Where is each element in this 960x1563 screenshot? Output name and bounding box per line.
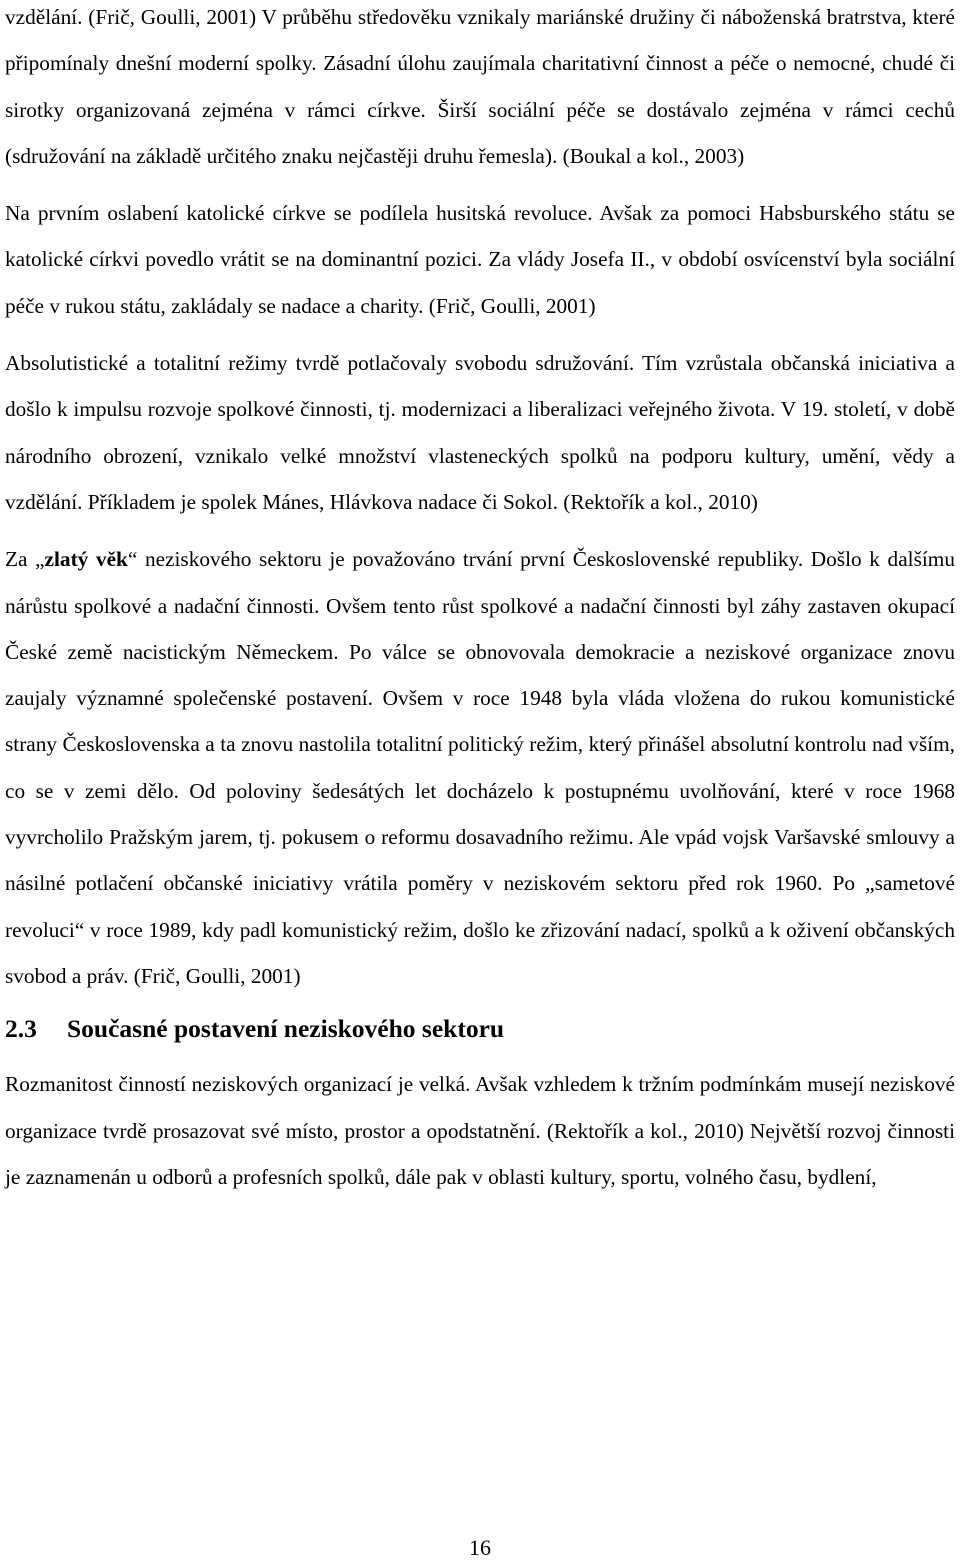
document-page [5, 0, 955, 1200]
golden-age-emphasis: zlatý věk [44, 547, 128, 572]
section-number: 2.3 [5, 1014, 37, 1044]
quote-close: “ [127, 547, 138, 572]
paragraph-absolutism: Absolutistické a totalitní režimy tvrdě potlačovaly svobodu sdružování. Tím vzrůstala občanská iniciativa a došlo k impulsu rozvoje spolkové činnosti, tj. modernizaci a liberalizaci veřejného života. V 19. století, v době národního obrození, vznikalo velké množství vlasteneckých spolků na podporu kultury, umění, vědy a vzdělání. Příkladem je spolek Mánes, Hlávkova nadace či Sokol. (Rektořík a kol., 2010) [5, 351, 955, 514]
page-number: 16 [469, 1535, 491, 1560]
golden-age-body: neziskového sektoru je považováno trvání první Československé republiky. Došlo k dalšímu nárůstu spolkové a nadační činnosti. Ovšem tento růst spolkové a nadační činnosti byl záhy zastaven okupací České země nacistickým Německem. Po válce se obnovovala demokracie a neziskové organizace znovu zaujaly významné společenské postavení. Ovšem v roce 1948 byla vláda vložena do rukou komunistické strany Československa a ta znovu nastolila totalitní politický režim, který přinášel absolutní kontrolu nad vším, co se v zemi dělo. Od poloviny šedesátých let docházelo k postupnému uvolňování, které v roce 1968 vyvrcholilo Pražským jarem, tj. pokusem o reformu dosavadního režimu. Ale vpád vojsk Varšavské smlouvy a násilné potlačení občanské iniciativy vrátila poměry v neziskovém sektoru před rok 1960. Po „sametové revoluci“ v roce 1989, kdy padl komunistický režim, došlo ke zřizování nadací, spolků a k oživení občanských svobod a práv. (Frič, Goulli, 2001) [5, 547, 955, 988]
section-title: Současné postavení neziskového sektoru [67, 1014, 505, 1044]
paragraph-current-state: Rozmanitost činností neziskových organizací je velká. Avšak vzhledem k tržním podmínkám musejí neziskové organizace tvrdě prosazovat své místo, prostor a opodstatnění. (Rektořík a kol., 2010) Největší rozvoj činnosti je zaznamenán u odborů a profesních spolků, dále pak v oblasti kultury, sportu, volného času, bydlení, [5, 1072, 955, 1189]
quote-open: „ [35, 547, 45, 572]
section-heading [5, 1006, 955, 1052]
paragraph-golden-age [5, 536, 955, 999]
golden-age-lead: Za [5, 547, 36, 572]
paragraph-habsburg: Na prvním oslabení katolické církve se podílela husitská revoluce. Avšak za pomoci Habsburského státu se katolické církvi povedlo vrátit se na dominantní pozici. Za vlády Josefa II., v období osvícenství byla sociální péče v rukou státu, zakládaly se nadace a charity. (Frič, Goulli, 2001) [5, 201, 955, 318]
paragraph-medieval: vzdělání. (Frič, Goulli, 2001) V průběhu středověku vznikaly mariánské družiny či náboženská bratrstva, které připomínaly dnešní moderní spolky. Zásadní úlohu zaujímala charitativní činnost a péče o nemocné, chudé či sirotky organizovaná zejména v rámci církve. Širší sociální péče se dostávalo zejména v rámci cechů (sdružování na základě určitého znaku nejčastěji druhu řemesla). (Boukal a kol., 2003) [5, 5, 955, 168]
